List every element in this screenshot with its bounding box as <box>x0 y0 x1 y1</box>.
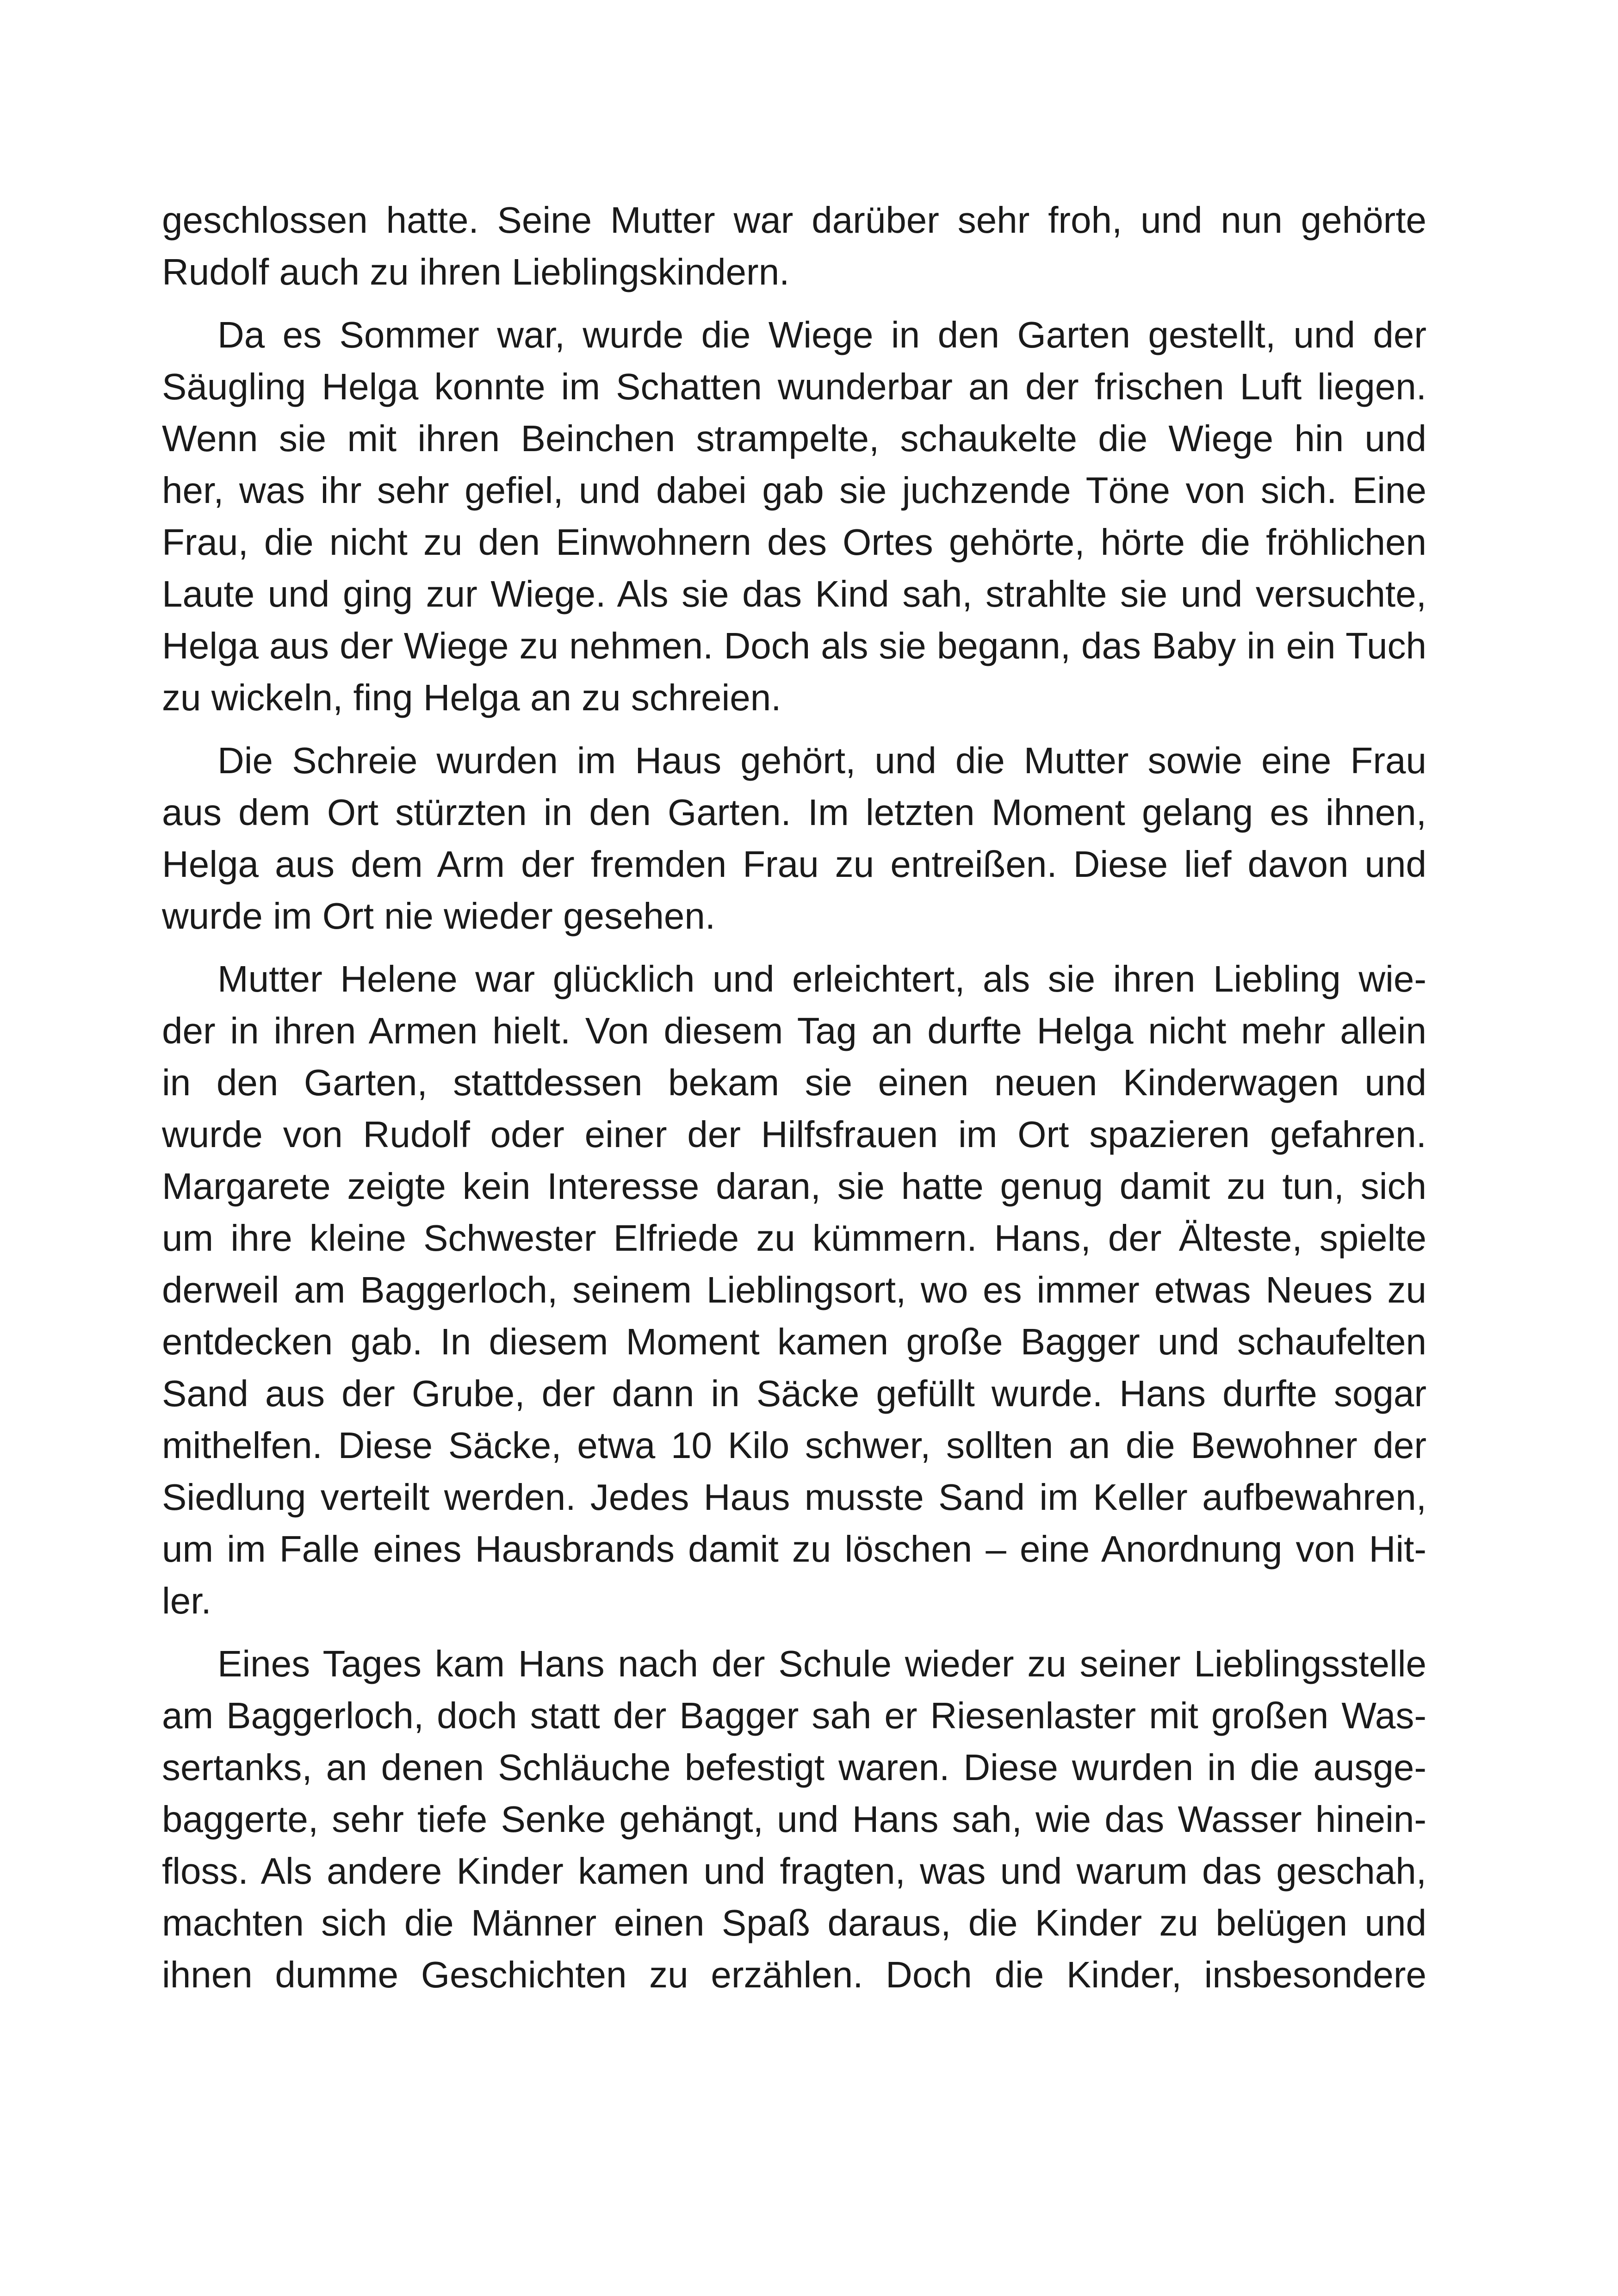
text-line: am Baggerloch, doch statt der Bagger sah er Riesenlaster mit großen Was- <box>162 1695 1426 1736</box>
text-line: Laute und ging zur Wiege. Als sie das Kind sah, strahlte sie und versuchte, <box>162 573 1426 614</box>
text-line: derweil am Baggerloch, seinem Lieblingsort, wo es immer etwas Neues zu <box>162 1269 1426 1310</box>
text-line: mithelfen. Diese Säcke, etwa 10 Kilo schwer, sollten an die Bewohner der <box>162 1425 1426 1466</box>
text-line: ler. <box>162 1580 211 1621</box>
text-line: um ihre kleine Schwester Elfriede zu kümmern. Hans, der Älteste, spielte <box>162 1217 1426 1259</box>
text-line: in den Garten, stattdessen bekam sie einen neuen Kinderwagen und <box>162 1062 1426 1103</box>
text-line: Eines Tages kam Hans nach der Schule wieder zu seiner Lieblingsstelle <box>217 1643 1426 1684</box>
paragraph-3 <box>162 735 1426 942</box>
text-line: Die Schreie wurden im Haus gehört, und die Mutter sowie eine Frau <box>217 740 1426 781</box>
text-line: Rudolf auch zu ihren Lieblingskindern. <box>162 251 790 292</box>
paragraph-1 <box>162 194 1426 298</box>
text-line: sertanks, an denen Schläuche befestigt waren. Diese wurden in die ausge- <box>162 1747 1426 1788</box>
text-line: Säugling Helga konnte im Schatten wunderbar an der frischen Luft liegen. <box>162 366 1426 407</box>
text-line: machten sich die Männer einen Spaß daraus, die Kinder zu belügen und <box>162 1902 1426 1943</box>
text-line: Siedlung verteilt werden. Jedes Haus musste Sand im Keller aufbewahren, <box>162 1477 1426 1518</box>
text-line: wurde im Ort nie wieder gesehen. <box>162 895 716 937</box>
text-line: aus dem Ort stürzten in den Garten. Im letzten Moment gelang es ihnen, <box>162 792 1426 833</box>
paragraph-4 <box>162 953 1426 1627</box>
text-line: Helga aus der Wiege zu nehmen. Doch als sie begann, das Baby in ein Tuch <box>162 625 1426 666</box>
text-line: baggerte, sehr tiefe Senke gehängt, und Hans sah, wie das Wasser hinein- <box>162 1799 1426 1840</box>
text-line: Margarete zeigte kein Interesse daran, sie hatte genug damit zu tun, sich <box>162 1166 1426 1207</box>
text-line: Wenn sie mit ihren Beinchen strampelte, schaukelte die Wiege hin und <box>162 418 1426 459</box>
text-line: entdecken gab. In diesem Moment kamen große Bagger und schaufelten <box>162 1321 1426 1362</box>
text-line: her, was ihr sehr gefiel, und dabei gab sie juchzende Töne von sich. Eine <box>162 470 1426 511</box>
text-line: Mutter Helene war glücklich und erleichtert, als sie ihren Liebling wie- <box>217 958 1426 999</box>
text-line: um im Falle eines Hausbrands damit zu löschen – eine Anordnung von Hit- <box>162 1528 1426 1570</box>
text-line: wurde von Rudolf oder einer der Hilfsfrauen im Ort spazieren gefahren. <box>162 1114 1426 1155</box>
text-line: zu wickeln, fing Helga an zu schreien. <box>162 677 781 718</box>
body-text <box>162 194 1426 2001</box>
text-line: Da es Sommer war, wurde die Wiege in den Garten gestellt, und der <box>217 314 1426 355</box>
text-line: geschlossen hatte. Seine Mutter war darüber sehr froh, und nun gehörte <box>162 199 1426 241</box>
text-line: Sand aus der Grube, der dann in Säcke gefüllt wurde. Hans durfte sogar <box>162 1373 1426 1414</box>
text-line: floss. Als andere Kinder kamen und fragten, was und warum das geschah, <box>162 1850 1426 1892</box>
paragraph-2 <box>162 309 1426 724</box>
text-line: ihnen dumme Geschichten zu erzählen. Doch die Kinder, insbesondere <box>162 1954 1426 1995</box>
text-line: Helga aus dem Arm der fremden Frau zu entreißen. Diese lief davon und <box>162 844 1426 885</box>
text-line: der in ihren Armen hielt. Von diesem Tag an durfte Helga nicht mehr allein <box>162 1010 1426 1051</box>
paragraph-5 <box>162 1638 1426 2001</box>
text-line: Frau, die nicht zu den Einwohnern des Ortes gehörte, hörte die fröhlichen <box>162 521 1426 563</box>
